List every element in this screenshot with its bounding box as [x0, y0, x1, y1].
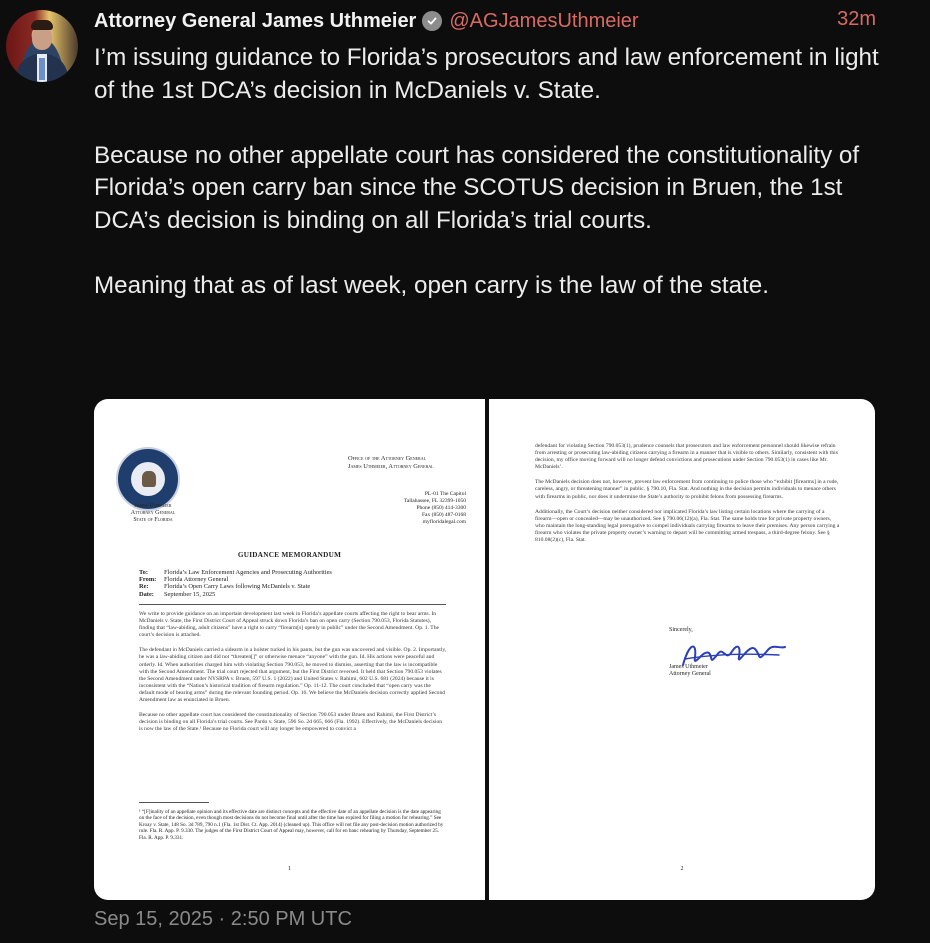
- letterhead-office: Office of the Attorney General James Uthmeier, Attorney General: [348, 455, 434, 470]
- state-seal-icon: [116, 447, 180, 511]
- memo-to: Florida’s Law Enforcement Agencies and Prosecuting Authorities: [164, 569, 332, 576]
- memo-title: GUIDANCE MEMORANDUM: [237, 551, 342, 559]
- memo-body-page-1: [139, 611, 447, 741]
- avatar-tie: [39, 58, 45, 80]
- page-number: 2: [680, 866, 684, 872]
- post-text: I’m issuing guidance to Florida’s prosecutors and law enforcement in light of the 1st DCA’s decision in McDaniels v. State. Because no other appellate court has considered the constitutionality of Florida’s open carry ban since the SCOTUS decision in Bruen, the 1st DCA’s decision is binding on all Florida’s trial courts. Meaning that as of last week, open carry is the law of the state.: [94, 44, 879, 300]
- memo-paragraph: The McDaniels decision does not, however, prevent law enforcement from continuing to police those who “exhibit [firearms] in a rude, careless, angry, or threatening manner” in public. § 790.10, Fla. Stat. And nothing in the decision permits individuals to menace others with firearms in public, nor does it undermine the State’s authority to prohibit felons from possessing firearms.: [535, 479, 839, 500]
- memo-from: Florida Attorney General: [164, 576, 229, 584]
- author-name[interactable]: Attorney General James Uthmeier: [94, 9, 417, 32]
- page-number: 1: [288, 866, 291, 872]
- memo-paragraph: The defendant in McDaniels carried a sidearm in a holster tucked in his pants, but the gun was uncovered and visible. Op. 2. Importantly, he was a law-abiding citizen and did not “threaten[]” or otherwise menace “anyone” with the gun. Id. His actions were peaceful and orderly. Id. When authorities charged him with violating Section 790.053, he moved to dismiss, asserting that the law is incompatible with the Second Amendment. The trial court rejected that argument, but the First District reversed. It held that Section 790.053 violates the Second Amendment under NYSRPA v. Bruen, 597 U.S. 1 (2022) and United States v. Rahimi, 602 U.S. 681 (2024) because it is inconsistent with the “Nation’s historical tradition of firearm regulation.” Op. 11-12. The court concluded that “open carry was the default mode of bearing arms” during the relevant founding period. Op. 16. We believe the McDaniels decision correctly applied Second Amendment law as enunciated in Bruen.: [139, 647, 447, 704]
- closing-text: Sincerely,: [669, 627, 693, 633]
- post-timestamp[interactable]: Sep 15, 2025 · 2:50 PM UTC: [94, 908, 352, 930]
- document-page-2[interactable]: [489, 399, 875, 900]
- memo-re: Florida’s Open Carry Laws following McDaniels v. State: [164, 583, 311, 591]
- signer-title: Attorney General: [669, 671, 711, 678]
- document-page-1[interactable]: [94, 399, 485, 900]
- memo-paragraph: Additionally, the Court’s decision neither considered nor implicated Florida’s law listing certain locations where the carrying of a firearm—open or concealed—may be unauthorized. See § 790.06(12)(a), Fla. Stat. The same holds true for private property owners, who maintain the long-standing legal prerogative to compel individuals carrying firearms to leave their premises. Any person carrying a firearm who violates the private property owner’s warning to depart will be committing armed trespass, a third-degree felony. See § 810.08(2)(c), Fla. Stat.: [535, 508, 840, 544]
- memo-date-label: Date:: [139, 590, 154, 598]
- memo-footnote: ¹ “[F]inality of an appellate opinion and its effective date are distinct concepts and the effective date of an appellate decision is the date appearing on the face of the decision, even though most decisions do not become final until after the time has expired for filing a motion for rehearing.” See Kroay v. State, 148 So. 3d 789, 790 n.1 (Fla. 1st Dist. Ct. App. 2014) (cleaned up). This office will not file any post-decision motion authorized by rule. Fla. R. App. P. 9.330. The judges of the First District Court of Appeal may, however, call for en banc rehearing by Thursday, September 25. Fla. R. App. P. 9.331.: [139, 809, 444, 841]
- memo-paragraph: We write to provide guidance on an important development last week in Florida’s appellate courts affecting the right to bear arms. In McDaniels v. State, the First District Court of Appeal struck down Florida’s ban on open carry (Section 790.053, Florida Statutes), finding that “law-abiding, adult citizens” have a right to carry “firearm[s] openly in public” under the Second Amendment. Op. 1. The court’s decision is attached.: [139, 611, 439, 639]
- verified-badge-icon: [422, 11, 442, 31]
- avatar-hair: [31, 20, 53, 30]
- avatar[interactable]: [6, 10, 78, 82]
- memo-paragraph: Because no other appellate court has considered the constitutionality of Section 790.053 under Bruen and Rahimi, the First District’s decision is binding on all Florida’s trial courts. See Pardo v. State, 596 So. 2d 665, 666 (Fla. 1992). Effectively, the McDaniels decision is now the law of the State.¹ Because no Florida court will any longer be empowered to convict a: [139, 712, 443, 733]
- letterhead-left: James Uthmeier Attorney General State of Florida: [130, 503, 176, 523]
- memo-re-label: Re:: [139, 583, 149, 591]
- author-handle[interactable]: @AGJamesUthmeier: [449, 9, 639, 32]
- signature-block: [669, 627, 799, 679]
- post-media[interactable]: [94, 399, 875, 900]
- memo-body-page-2: [535, 443, 841, 552]
- relative-time[interactable]: 32m: [837, 8, 876, 30]
- memo-paragraph: defendant for violating Section 790.053(1), prudence counsels that prosecutors and law enforcement personnel should likewise refrain from arresting or prosecuting law-abiding citizens carrying a firearm in a manner that is visible to others. Similarly, consistent with this decision, my office moving forward will no longer defend convictions and prosecutions under Section 790.053(1) in cases like Mr. McDaniels’.: [535, 443, 838, 471]
- memo-to-label: To:: [139, 569, 148, 576]
- footnote-divider: [139, 802, 209, 803]
- memo-date: September 15, 2025: [164, 590, 216, 598]
- memo-divider: [139, 604, 446, 605]
- letterhead-address: PL-01 The Capitol Tallahassee, FL 32399-1050 Phone (850) 414-3300 Fax (850) 487-0168 myfloridalegal.com: [403, 491, 466, 525]
- memo-meta: [139, 569, 459, 598]
- post-header: [94, 8, 876, 34]
- signer-name: James Uthmeier: [669, 664, 708, 671]
- memo-from-label: From:: [139, 576, 157, 584]
